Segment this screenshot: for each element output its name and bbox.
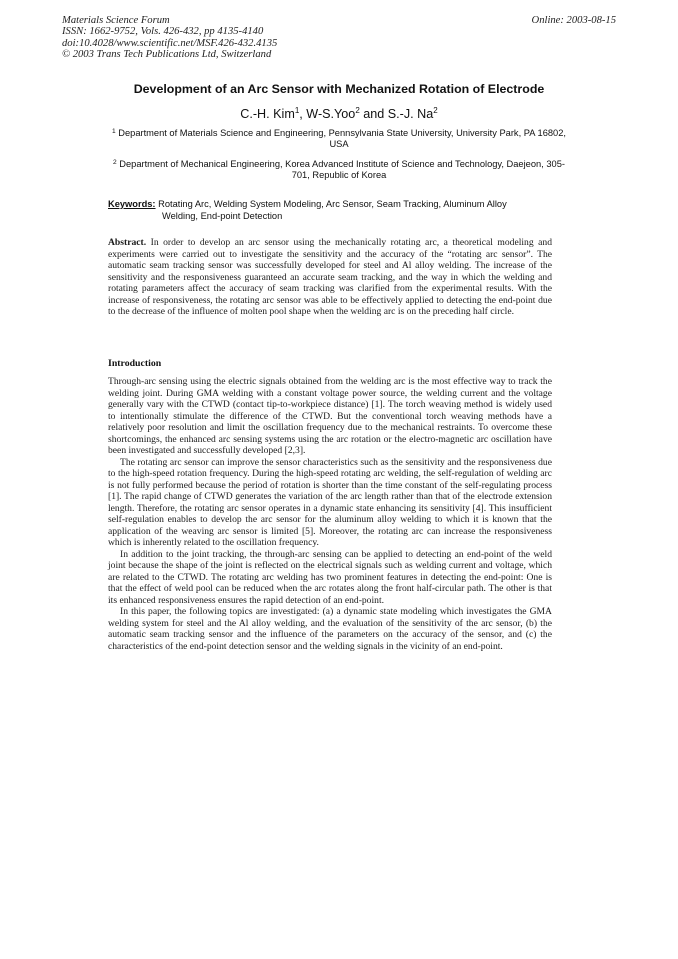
author-affiliation-mark: 2	[355, 106, 360, 115]
affiliation-mark: 2	[113, 159, 117, 166]
keywords-line-2: Welding, End-point Detection	[162, 210, 283, 221]
affiliation-text: Department of Mechanical Engineering, Korea Advanced Institute of Science and Technology, Daejeon, 305-701, Republic of Korea	[119, 159, 565, 181]
paper-title: Development of an Arc Sensor with Mechanized Rotation of Electrode	[133, 82, 545, 96]
paragraph: Through-arc sensing using the electric signals obtained from the welding arc is the most effective way to track the welding joint. During GMA welding with a constant voltage power source, the welding current and the voltage generally vary with the CTWD (contact tip-to-workpiece distance) [1]. The torch weaving method is widely used to intentionally stimulate the difference of the CTWD. But the conventional torch weaving methods have a relatively poor resolution and limit the oscillation frequency due to the mechanical restraints. To overcome these shortcomings, the enhanced arc sensing systems using the arc rotation or the electro-magnetic arc oscillation have been investigated and successfully developed [2,3].	[108, 376, 552, 456]
author-name: S.-J. Na	[387, 107, 434, 122]
author-list	[40, 106, 638, 121]
abstract	[108, 237, 552, 318]
section-heading-introduction: Introduction	[108, 358, 162, 369]
affiliation-text: Department of Materials Science and Engineering, Pennsylvania State University, University Park, PA 16802, USA	[118, 128, 566, 150]
keywords-line-1: Rotating Arc, Welding System Modeling, Arc Sensor, Seam Tracking, Aluminum Alloy	[158, 199, 507, 209]
author-separator: and	[359, 107, 388, 122]
doi-line: doi:10.4028/www.scientific.net/MSF.426-432.4135	[62, 37, 278, 49]
affiliation-2	[108, 159, 570, 182]
abstract-label: Abstract.	[108, 237, 147, 248]
paragraph: In this paper, the following topics are investigated: (a) a dynamic state modeling which investigates the GMA welding system for steel and the Al alloy welding, and the evaluation of the sensitivity of the arc sensor, (b) the automatic seam tracking sensor and the influence of the parameters on the accuracy of the sensor, and (c) the characteristics of the end-point detection sensor and the welding signals in the vicinity of an end-point.	[108, 606, 552, 652]
journal-name: Materials Science Forum	[62, 15, 170, 26]
online-date: Online: 2003-08-15	[531, 15, 616, 26]
introduction-body	[108, 376, 552, 652]
paragraph: The rotating arc sensor can improve the sensor characteristics such as the sensitivity and the responsiveness due to the high-speed rotation frequency. During the high-speed rotating arc welding, the self-regulation of welding arc is not fully performed because the period of rotation is shorter than the time constant of the self-regulating process [1]. The rapid change of CTWD generates the variation of the arc length rather than that of the electrode extension length. Therefore, the rotating arc sensor operates in a dynamic state enhancing its sensitivity [4]. This insufficient self-regulation enables to develop the arc sensor for the aluminum alloy welding to which it is known that the application of the weaving arc sensor is limited [5]. Moreover, the rotating arc can increase the responsiveness which is inherently related to the oscillation frequency.	[108, 456, 552, 548]
abstract-text: In order to develop an arc sensor using the mechanically rotating arc, a theoretical modeling and experiments were carried out to investigate the sensitivity and the accuracy of the “rotating arc sensor”. The automatic seam tracking sensor was successfully developed for steel and Al alloy welding. The increase of the sensitivity and the responsiveness guaranteed an accurate seam tracking, and the way in which the welding and rotating parameters affect the accuracy of seam tracking was clarified from the experimental results. With the increase of responsiveness, the rotating arc sensor was able to be effectively applied to detecting the end-point due to the decrease of the influence of molten pool shape when the welding arc is on the preceding half circle.	[108, 237, 552, 317]
author-affiliation-mark: 2	[433, 106, 438, 115]
author-name: C.-H. Kim	[240, 107, 295, 122]
journal-header	[62, 15, 277, 61]
author-affiliation-mark: 1	[294, 106, 300, 115]
author-separator: ,	[299, 107, 307, 122]
copyright-line: © 2003 Trans Tech Publications Ltd, Switzerland	[62, 49, 272, 61]
author-name: W-S.Yoo	[306, 107, 356, 122]
affiliation-1	[108, 128, 570, 151]
paragraph: In addition to the joint tracking, the through-arc sensing can be applied to detecting an end-point of the weld joint because the shape of the joint is reflected on the electrical signals such as welding current and voltage, which are related to the CTWD. The rotating arc welding has two prominent features in detecting the end-point: One is that the effect of weld pool can be reduced when the arc rotates along the front half-circular path. The other is that its enhanced responsiveness ensures the rapid detection of an end-point.	[108, 548, 552, 606]
issn-line: ISSN: 1662-9752, Vols. 426-432, pp 4135-4140	[62, 26, 264, 38]
affiliation-mark: 1	[112, 128, 116, 135]
keywords	[108, 199, 568, 222]
keywords-label: Keywords:	[108, 199, 156, 209]
